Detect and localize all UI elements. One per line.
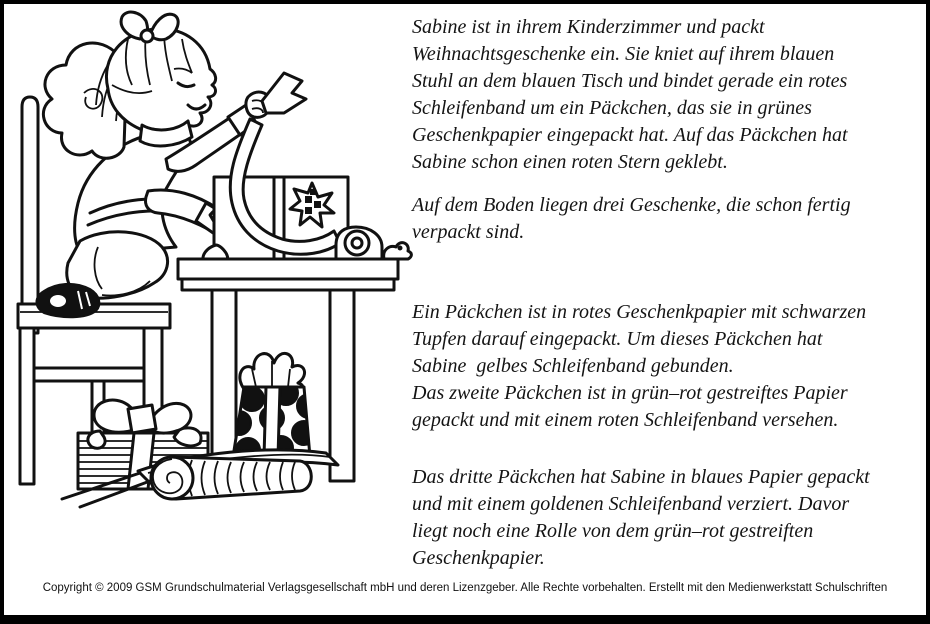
story-line: Geschenkpapier. xyxy=(412,547,545,569)
story-line: Tupfen darauf eingepackt. Um dieses Päckchen hat xyxy=(412,328,823,350)
story-line: verpackt sind. xyxy=(412,221,525,243)
story-line: Geschenkpapier eingepackt hat. Auf das Päckchen hat xyxy=(412,124,848,146)
story-line: liegt noch eine Rolle von dem grün–rot gestreiften xyxy=(412,520,814,542)
story-line: Auf dem Boden liegen drei Geschenke, die schon fertig xyxy=(412,194,851,216)
face xyxy=(106,29,215,136)
story-line: Ein Päckchen ist in rotes Geschenkpapier mit schwarzen xyxy=(412,301,867,323)
tape-dispenser xyxy=(336,227,411,259)
illustration-girl-wrapping-gifts xyxy=(4,4,414,587)
table-top xyxy=(178,259,398,290)
story-line: Stuhl an dem blauen Tisch und bindet gerade ein rotes xyxy=(412,70,848,92)
story-line: Das dritte Päckchen hat Sabine in blaues Papier gepackt xyxy=(412,466,870,488)
story-line: Das zweite Päckchen ist in grün–rot gestreiftes Papier xyxy=(412,382,848,404)
story-paragraph-2 xyxy=(412,192,926,246)
toy-duck xyxy=(384,243,412,259)
copyright-line: Copyright © 2009 GSM Grundschulmaterial Verlagsgesellschaft mbH und deren Lizenzgeber. Alle Rechte vorbehalten. Erstellt mit den Medienwerkstatt Schulschriften xyxy=(42,582,888,594)
story-paragraph-3 xyxy=(412,299,926,434)
story-text xyxy=(412,4,926,572)
story-paragraph-4 xyxy=(412,464,926,572)
story-line: und mit einem goldenen Schleifenband verziert. Davor xyxy=(412,493,850,515)
story-line: Schleifenband um ein Päckchen, das sie in grünes xyxy=(412,97,812,119)
story-line: gepackt und mit einem roten Schleifenband versehen. xyxy=(412,409,839,431)
story-line: Weihnachtsgeschenke ein. Sie kniet auf ihrem blauen xyxy=(412,43,835,65)
story-line: Sabine gelbes Schleifenband gebunden. xyxy=(412,355,734,377)
polka-dot-gift xyxy=(227,353,321,462)
story-line: Sabine ist in ihrem Kinderzimmer und packt xyxy=(412,16,765,38)
story-paragraph-1 xyxy=(412,14,926,176)
story-line: Sabine schon einen roten Stern geklebt. xyxy=(412,151,728,173)
